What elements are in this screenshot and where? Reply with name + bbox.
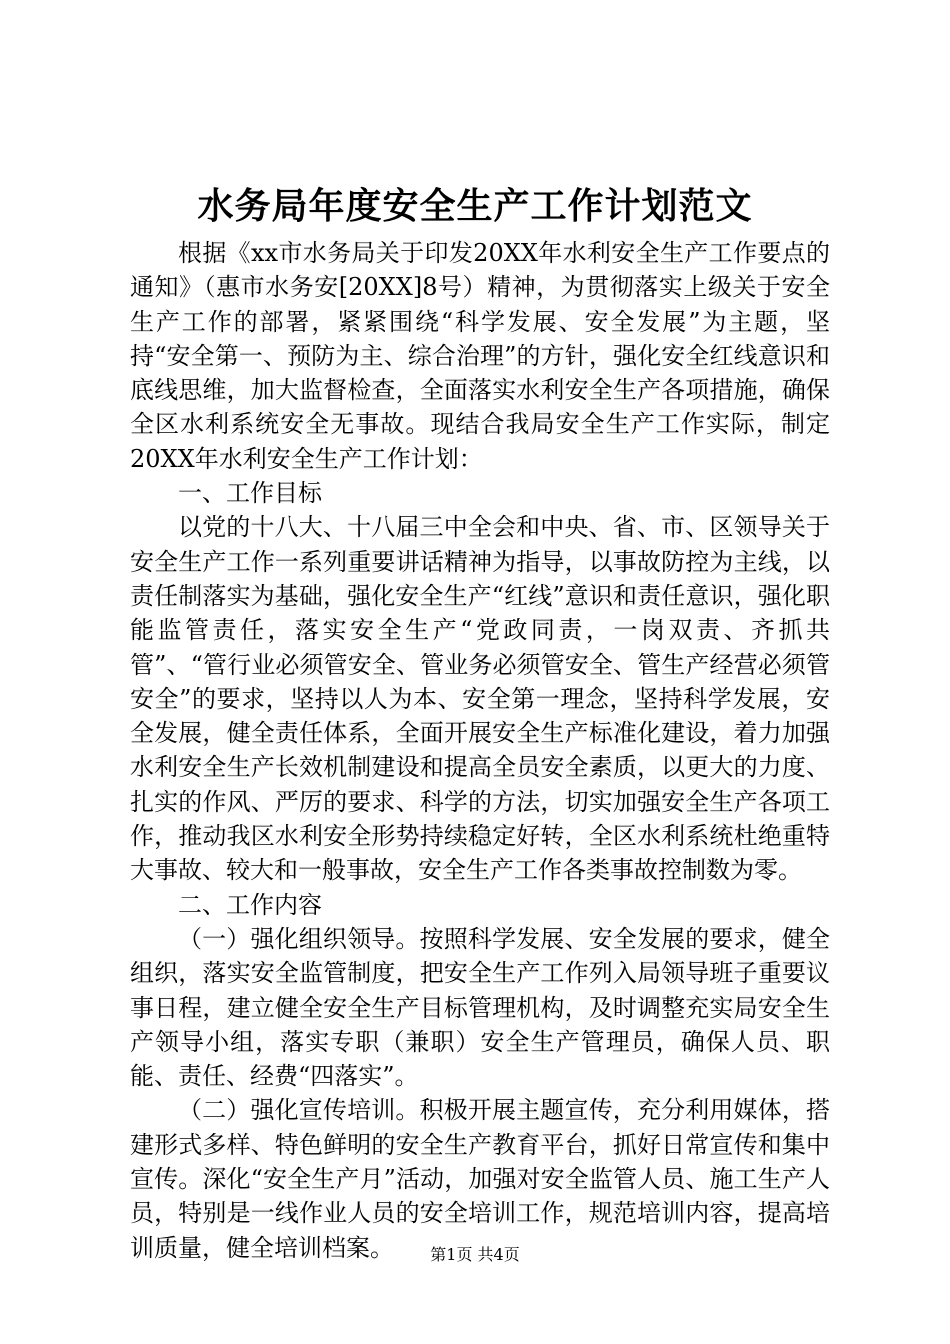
intro-paragraph: 根据《xx市水务局关于印发20XX年水利安全生产工作要点的通知》（惠市水务安[20XX]8号）精神，为贯彻落实上级关于安全生产工作的部署，紧紧围绕“科学发展、安全发展”为主题，坚持“安全第一、预防为主、综合治理”的方针，强化安全红线意识和底线思维，加大监督检查，全面落实水利安全生产各项措施，确保全区水利系统安全无事故。现结合我局安全生产工作实际，制定20XX年水利安全生产工作计划： [130, 239, 830, 473]
goals-paragraph: 以党的十八大、十八届三中全会和中央、省、市、区领导关于安全生产工作一系列重要讲话精神为指导，以事故防控为主线，以责任制落实为基础，强化安全生产“红线”意识和责任意识，强化职能监管责任，落实安全生产“党政同责，一岗双责、齐抓共管”、“管行业必须管安全、管业务必须管安全、管生产经营必须管安全”的要求，坚持以人为本、安全第一理念，坚持科学发展，安全发展，健全责任体系，全面开展安全生产标准化建设，着力加强水利安全生产长效机制建设和提高全员安全素质，以更大的力度、扎实的作风、严厉的要求、科学的方法，切实加强安全生产各项工作，推动我区水利安全形势持续稳定好转，全区水利系统杜绝重特大事故、较大和一般事故，安全生产工作各类事故控制数为零。 [130, 513, 830, 885]
document-title: 水务局年度安全生产工作计划范文 [197, 185, 753, 227]
document-body [130, 236, 830, 1265]
section-heading-goals: 一、工作目标 [178, 479, 322, 508]
content-item-1: （一）强化组织领导。按照科学发展、安全发展的要求，健全组织，落实安全监管制度，把安全生产工作列入局领导班子重要议事日程，建立健全安全生产目标管理机构，及时调整充实局安全生产领导小组，落实专职（兼职）安全生产管理员，确保人员、职能、责任、经费“四落实”。 [130, 924, 830, 1091]
page-footer: 第1页 共4页 [430, 1245, 520, 1264]
content-item-2: （二）强化宣传培训。积极开展主题宣传，充分利用媒体，搭建形式多样、特色鲜明的安全生产教育平台，抓好日常宣传和集中宣传。深化“安全生产月”活动，加强对安全监管人员、施工生产人员，特别是一线作业人员的安全培训工作，规范培训内容，提高培训质量，健全培训档案。 [130, 1096, 830, 1262]
section-heading-content: 二、工作内容 [178, 890, 322, 919]
